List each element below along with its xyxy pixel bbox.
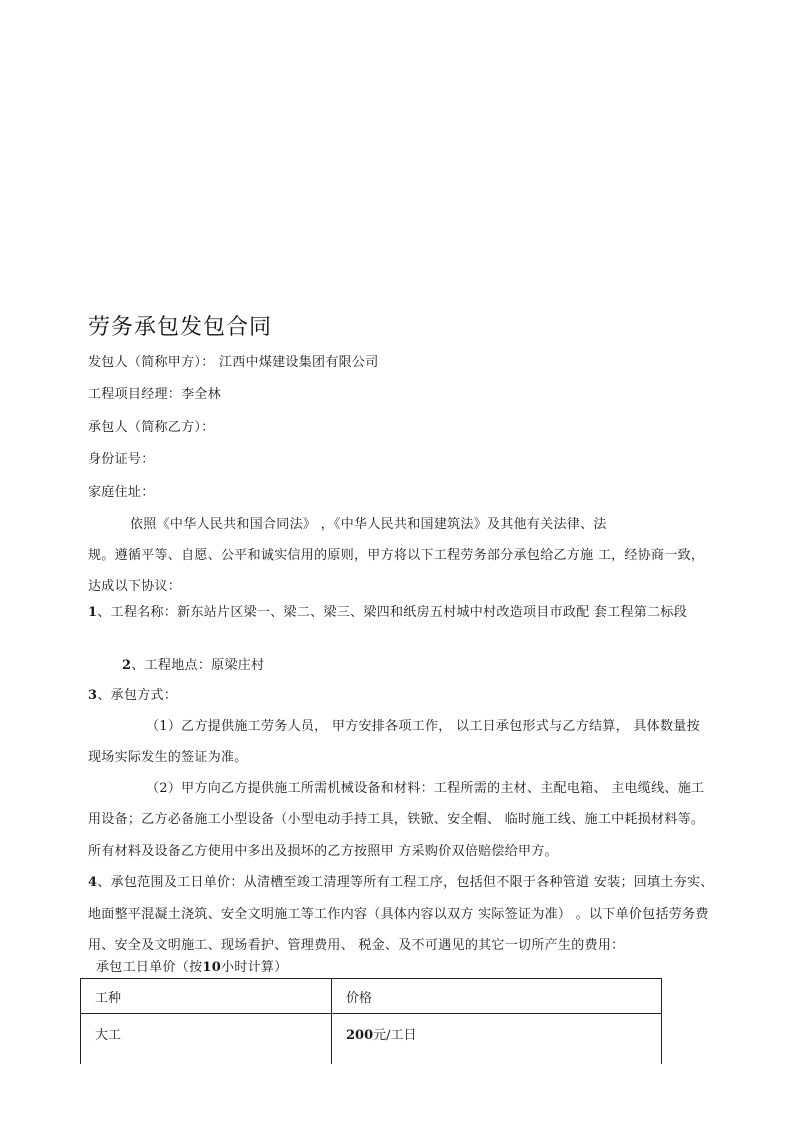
price-unit: 元/工日 bbox=[373, 1028, 417, 1043]
id-number-line: 身份证号： bbox=[88, 452, 155, 467]
clause-3-item-2-line-2: 用设备；乙方必备施工小型设备（小型电动手持工具，铁锨、安全帽、 临时施工线、施工中耗损材料等。 bbox=[88, 812, 705, 827]
project-manager-line: 工程项目经理：李全林 bbox=[88, 387, 222, 402]
clause-3-item-1-line-1: （1）乙方提供施工劳务人员， 甲方安排各项工作， 以工日承包形式与乙方结算， 具体数量按 bbox=[146, 719, 700, 734]
clause-2-text: 、工程地点：原梁庄村 bbox=[131, 658, 265, 673]
clause-3-item-2-line-1: （2）甲方向乙方提供施工所需机械设备和材料：工程所需的主材、主配电箱、 主电缆线、施工 bbox=[146, 781, 705, 796]
clause-3 bbox=[88, 687, 177, 705]
clause-1-number: 1 bbox=[88, 605, 98, 620]
rate-table bbox=[80, 978, 662, 1064]
clause-1-text: 、工程名称：新东站片区梁一、梁二、梁三、梁四和纸房五村城中村改造项目市政配 套工程第二标段 bbox=[97, 605, 687, 620]
clause-4-line-3: 用、安全及文明施工、现场看护、管理费用、 税金、及不可遇见的其它一切所产生的费用： bbox=[88, 938, 625, 953]
cell-price bbox=[332, 1014, 662, 1065]
clause-3-item-1-line-2: 现场实际发生的签证为准。 bbox=[88, 750, 248, 765]
employer-line: 发包人（简称甲方）： 江西中煤建设集团有限公司 bbox=[88, 355, 379, 370]
clause-3-item-2-line-3: 所有材料及设备乙方使用中多出及损坏的乙方按照甲 方采购价双倍赔偿给甲方。 bbox=[88, 844, 558, 859]
clause-1 bbox=[88, 604, 687, 622]
cell-trade: 大工 bbox=[81, 1014, 332, 1065]
intro-line-2: 规。遵循平等、自愿、公平和诚实信用的原则，甲方将以下工程劳务部分承包给乙方施 工，经协商一致， bbox=[88, 548, 705, 563]
clause-2 bbox=[122, 657, 264, 675]
clause-3-number: 3 bbox=[88, 688, 98, 703]
caption-suffix: 小时计算） bbox=[221, 960, 288, 975]
intro-line-3: 达成以下协议： bbox=[88, 579, 182, 594]
header-trade: 工种 bbox=[81, 979, 332, 1014]
address-line: 家庭住址： bbox=[88, 485, 155, 500]
clause-2-number: 2 bbox=[122, 658, 132, 673]
price-amount: 200 bbox=[346, 1028, 374, 1043]
table-row bbox=[81, 1014, 662, 1065]
caption-prefix: 承包工日单价（按 bbox=[96, 960, 203, 975]
clause-4-line-2: 地面整平混凝土浇筑、安全文明施工等工作内容（具体内容以双方 实际签证为准） 。以下单价包括劳务费 bbox=[88, 907, 709, 922]
caption-hours: 10 bbox=[202, 960, 222, 975]
clause-3-text: 、承包方式： bbox=[97, 688, 178, 703]
clause-4-number: 4 bbox=[88, 875, 98, 890]
contractor-line: 承包人（简称乙方）： bbox=[88, 420, 215, 435]
header-price: 价格 bbox=[332, 979, 662, 1014]
rate-table-caption bbox=[96, 959, 288, 977]
document-title: 劳务承包发包合同 bbox=[88, 315, 273, 340]
clause-4-line-1 bbox=[88, 874, 714, 892]
table-header-row bbox=[81, 979, 662, 1014]
intro-line-1: 依照《中华人民共和国合同法》 ，《中华人民共和国建筑法》及其他有关法律、法 bbox=[130, 517, 607, 532]
clause-4-text-1: 、承包范围及工日单价：从清槽至竣工清理等所有工程工序，包括但不限于各种管道 安装；回填土夯实、 bbox=[97, 875, 714, 890]
